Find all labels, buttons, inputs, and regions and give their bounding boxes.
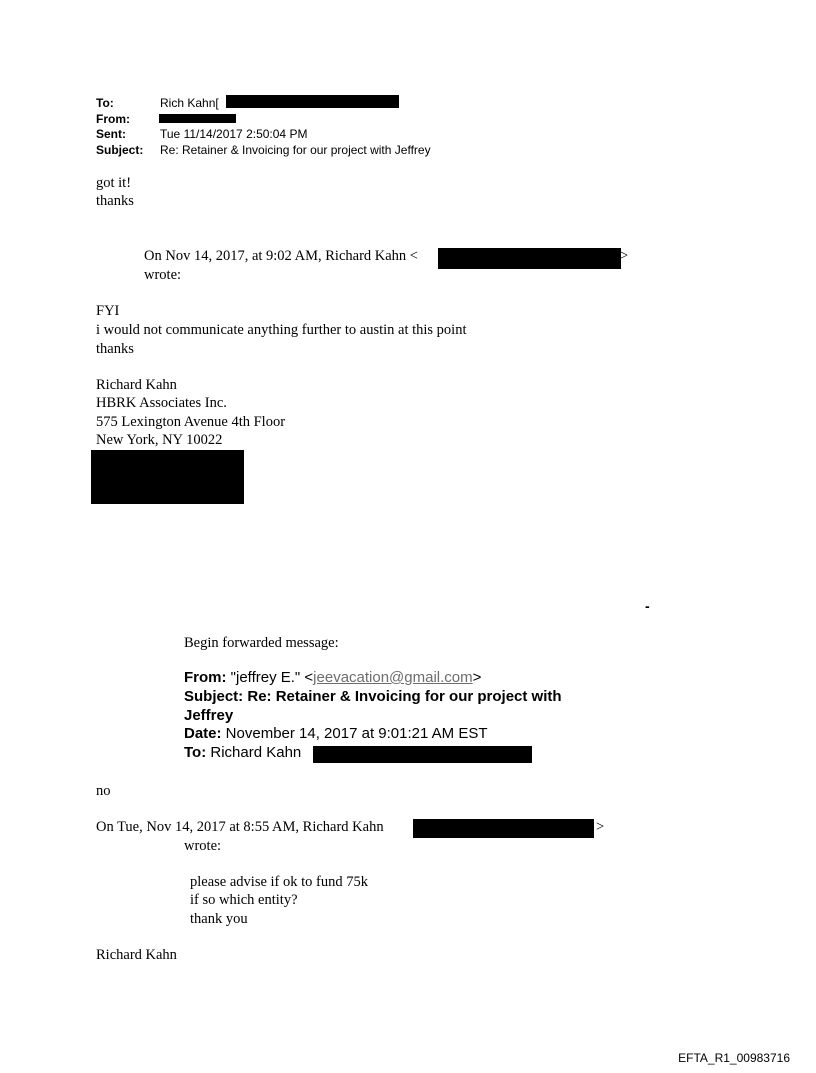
forwarded-subject-line-2: Jeffrey	[184, 707, 234, 724]
forwarded-subject-label: Subject:	[184, 688, 244, 705]
reply-line-2: thanks	[96, 193, 134, 209]
redaction-to-email	[226, 95, 399, 108]
redaction-quote1-email	[438, 248, 621, 269]
message1-line-1: FYI	[96, 303, 120, 319]
document-id: EFTA_R1_00983716	[678, 1051, 790, 1065]
forwarded-from-end: >	[472, 669, 482, 686]
signature-city: New York, NY 10022	[96, 432, 223, 448]
quote1-intro: On Nov 14, 2017, at 9:02 AM, Richard Kahn <	[144, 248, 418, 264]
message1-line-3: thanks	[96, 341, 134, 357]
quote2-intro: On Tue, Nov 14, 2017 at 8:55 AM, Richard Kahn	[96, 819, 384, 835]
forwarded-to-label: To:	[184, 744, 207, 761]
quote2-intro-end: >	[596, 819, 605, 835]
forwarded-from-line	[184, 669, 481, 688]
stray-mark: -	[645, 598, 650, 614]
forwarded-date-label: Date:	[184, 725, 222, 742]
forwarded-subject-line	[184, 688, 562, 707]
subject-label: Subject:	[96, 143, 144, 157]
sent-label: Sent:	[96, 127, 126, 141]
request-line-3: thank you	[190, 911, 248, 927]
forwarded-from-name: "jeffrey E." <	[226, 669, 314, 686]
forwarded-date-value: November 14, 2017 at 9:01:21 AM EST	[221, 725, 488, 742]
request-line-2: if so which entity?	[190, 892, 298, 908]
signature-company: HBRK Associates Inc.	[96, 395, 227, 411]
quote1-wrote: wrote:	[144, 267, 182, 283]
from-label: From:	[96, 112, 130, 126]
redaction-from	[159, 114, 236, 123]
forwarded-subject-line-1: Re: Retainer & Invoicing for our project with	[243, 688, 562, 705]
quote2-wrote: wrote:	[184, 838, 222, 854]
message1-line-2: i would not communicate anything further to austin at this point	[96, 322, 467, 338]
forwarded-from-email-link[interactable]: jeevacation@gmail.com	[313, 669, 473, 686]
quote1-intro-end: >	[620, 248, 629, 264]
forwarded-intro: Begin forwarded message:	[184, 635, 339, 651]
subject-value: Re: Retainer & Invoicing for our project with Jeffrey	[160, 143, 431, 157]
sent-value: Tue 11/14/2017 2:50:04 PM	[160, 127, 308, 141]
signature-address: 575 Lexington Avenue 4th Floor	[96, 414, 286, 430]
to-label: To:	[96, 96, 114, 110]
response-no: no	[96, 783, 111, 799]
closing-name: Richard Kahn	[96, 947, 177, 963]
redaction-forwarded-to-email	[313, 746, 532, 763]
forwarded-to-line	[184, 744, 301, 763]
forwarded-to-value: Richard Kahn	[206, 744, 302, 761]
to-value: Rich Kahn[	[160, 96, 219, 110]
forwarded-date-line	[184, 725, 488, 744]
request-line-1: please advise if ok to fund 75k	[190, 874, 368, 890]
signature-name: Richard Kahn	[96, 377, 177, 393]
reply-line-1: got it!	[96, 175, 132, 191]
redaction-signature-block	[91, 450, 244, 504]
redaction-quote2-email	[413, 819, 594, 838]
forwarded-from-label: From:	[184, 669, 227, 686]
